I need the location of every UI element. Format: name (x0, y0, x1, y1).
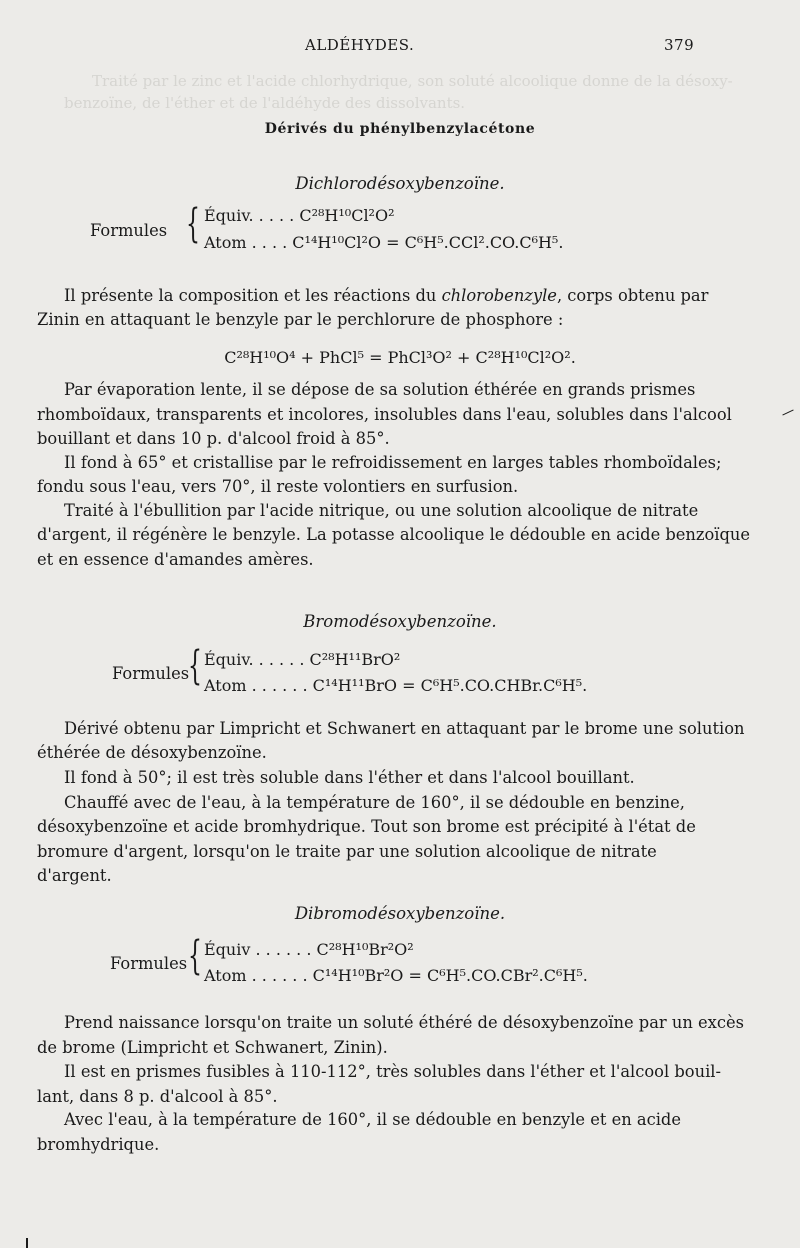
scan-mark (26, 1238, 28, 1248)
brace-symbol: { (188, 933, 202, 979)
paragraph-line: d'argent. (37, 866, 112, 885)
brace-symbol: { (188, 643, 202, 689)
paragraph-line: Chauffé avec de l'eau, à la température de 160°, il se dédouble en benzine, (64, 793, 685, 812)
paragraph-line: Zinin en attaquant le benzyle par le perchlorure de phosphore : (37, 310, 564, 329)
paragraph-line: Dérivé obtenu par Limpricht et Schwanert en attaquant par le brome une solution (64, 719, 745, 738)
reaction-equation: C²⁸H¹⁰O⁴ + PhCl⁵ = PhCl³O² + C²⁸H¹⁰Cl²O². (224, 348, 576, 367)
brace-symbol: { (186, 201, 200, 247)
running-head-title: ALDÉHYDES. (305, 36, 415, 54)
formula-equiv: Équiv. . . . . . C²⁸H¹¹BrO² (204, 650, 401, 669)
compound-title: Bromodésoxybenzoïne. (303, 612, 497, 631)
compound-title: Dichlorodésoxybenzoïne. (295, 174, 505, 193)
formula-equiv: Équiv . . . . . . C²⁸H¹⁰Br²O² (204, 940, 414, 959)
paragraph-line: rhomboïdaux, transparents et incolores, insolubles dans l'eau, solubles dans l'alcool (37, 405, 732, 424)
paragraph-line: Il est en prismes fusibles à 110-112°, très solubles dans l'éther et l'alcool bouil- (64, 1062, 721, 1081)
paragraph-line: Avec l'eau, à la température de 160°, il se dédouble en benzyle et en acide (64, 1110, 681, 1129)
paragraph-line: et en essence d'amandes amères. (37, 550, 314, 569)
paragraph-line: lant, dans 8 p. d'alcool à 85°. (37, 1087, 278, 1106)
paragraph-line: bouillant et dans 10 p. d'alcool froid à 85°. (37, 429, 390, 448)
formula-atom: Atom . . . . . . C¹⁴H¹⁰Br²O = C⁶H⁵.CO.CBr².C⁶H⁵. (204, 966, 588, 985)
paragraph-line: fondu sous l'eau, vers 70°, il reste volontiers en surfusion. (37, 477, 519, 496)
section-title: Dérivés du phénylbenzylacétone (264, 121, 536, 137)
paragraph-line: désoxybenzoïne et acide bromhydrique. Tout son brome est précipité à l'état de (37, 817, 696, 836)
compound-title: Dibromodésoxybenzoïne. (294, 904, 506, 923)
page-number: 379 (664, 36, 695, 54)
paragraph-line: bromure d'argent, lorsqu'on le traite par une solution alcoolique de nitrate (37, 842, 657, 861)
bleed-through-line: Traité par le zinc et l'acide chlorhydrique, son soluté alcoolique donne de la désoxy- (92, 72, 733, 90)
paragraph-line: éthérée de désoxybenzoïne. (37, 743, 267, 762)
paragraph-line: Par évaporation lente, il se dépose de sa solution éthérée en grands prismes (64, 380, 696, 399)
bleed-through-line: benzoïne, de l'éther et de l'aldéhyde des dissolvants. (64, 94, 466, 112)
formula-equiv: Équiv. . . . . C²⁸H¹⁰Cl²O² (204, 206, 395, 225)
paragraph-line: Prend naissance lorsqu'on traite un soluté éthéré de désoxybenzoïne par un excès (64, 1013, 744, 1032)
paragraph-line: Traité à l'ébullition par l'acide nitrique, ou une solution alcoolique de nitrate (64, 501, 699, 520)
formula-atom: Atom . . . . C¹⁴H¹⁰Cl²O = C⁶H⁵.CCl².CO.C⁶H⁵. (204, 233, 564, 252)
paragraph-line: bromhydrique. (37, 1135, 160, 1154)
formula-atom: Atom . . . . . . C¹⁴H¹¹BrO = C⁶H⁵.CO.CHBr.C⁶H⁵. (204, 676, 588, 695)
paragraph-line: Il présente la composition et les réactions du chlorobenzyle, corps obtenu par (64, 286, 709, 305)
paragraph-line: Il fond à 65° et cristallise par le refroidissement en larges tables rhomboïdales; (64, 453, 722, 472)
paragraph-line: de brome (Limpricht et Schwanert, Zinin). (37, 1038, 388, 1057)
formula-label: Formules (90, 221, 168, 240)
formula-label: Formules (112, 664, 190, 683)
scan-mark (782, 410, 793, 416)
paragraph-line: d'argent, il régénère le benzyle. La potasse alcoolique le dédouble en acide benzoïque (37, 525, 751, 544)
paragraph-line: Il fond à 50°; il est très soluble dans l'éther et dans l'alcool bouillant. (64, 768, 635, 787)
formula-label: Formules (110, 954, 188, 973)
